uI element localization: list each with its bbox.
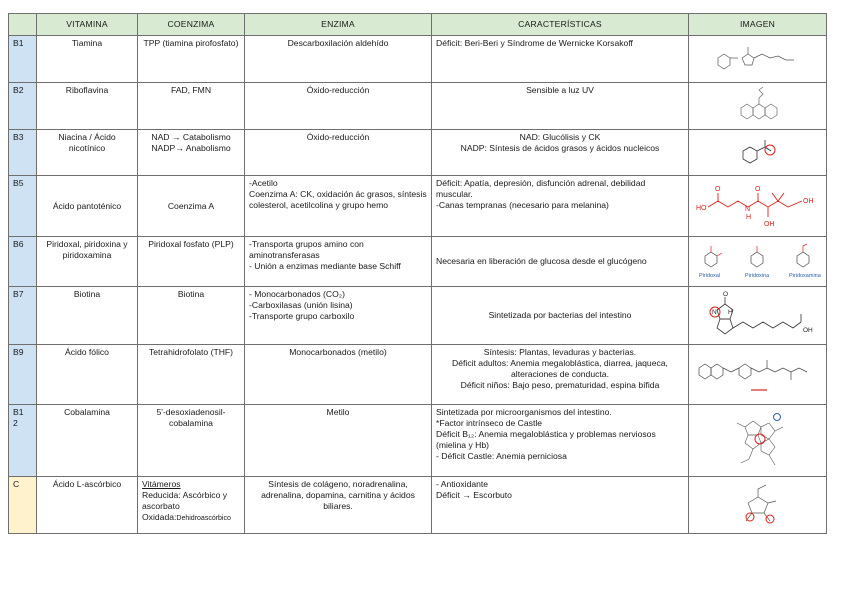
code-b7: B7 bbox=[9, 287, 37, 345]
code-b12: B1 2 bbox=[9, 405, 37, 477]
caracteristicas-b1-line: Déficit: Beri-Beri y Síndrome de Wernicke Korsakoff bbox=[436, 38, 633, 48]
coenzima-b3 bbox=[138, 130, 245, 176]
header-coenzima: COENZIMA bbox=[138, 14, 245, 36]
caracteristicas-b3 bbox=[432, 130, 689, 176]
enzima-b3: Óxido-reducción bbox=[245, 130, 432, 176]
enzima-b6-line-1: -Transporta grupos amino con aminotransferasas bbox=[249, 239, 364, 260]
niacin-structure-icon bbox=[733, 135, 783, 171]
biotin-label-h: H bbox=[727, 308, 733, 316]
caracteristicas-c-line-1: - Antioxidante bbox=[436, 479, 489, 489]
vitamina-b6: Piridoxal, piridoxina y piridoxamina bbox=[37, 237, 138, 287]
imagen-b6 bbox=[689, 237, 827, 287]
vitamina-b9: Ácido fólico bbox=[37, 345, 138, 405]
coenzima-b6: Piridoxal fosfato (PLP) bbox=[138, 237, 245, 287]
row-b1 bbox=[9, 36, 827, 83]
coenzima-b3-nad: NAD → Catabolismo bbox=[151, 132, 231, 142]
coenzima-c-oxidada bbox=[142, 512, 240, 524]
enzima-b6 bbox=[245, 237, 432, 287]
caracteristicas-b9-line-3: Déficit niños: Bajo peso, prematuridad, espina bífida bbox=[460, 380, 660, 390]
caracteristicas-b12-line-1: Sintetizada por microorganismos del intestino. bbox=[436, 407, 612, 417]
imagen-c bbox=[689, 477, 827, 534]
biotin-label-o: O bbox=[722, 290, 728, 298]
caracteristicas-b7 bbox=[432, 287, 689, 345]
imagen-b2 bbox=[689, 83, 827, 130]
label-piridoxina: Piridoxina bbox=[744, 272, 769, 279]
caracteristicas-b2 bbox=[432, 83, 689, 130]
code-b5: B5 bbox=[9, 176, 37, 237]
enzima-b6-line-2: - Unión a enzimas mediante base Schiff bbox=[249, 261, 401, 271]
caracteristicas-b3-line-2: NADP: Síntesis de ácidos grasos y ácidos nucleicos bbox=[460, 143, 660, 153]
vitamina-b12: Cobalamina bbox=[37, 405, 138, 477]
cobalamin-structure-icon bbox=[723, 409, 793, 473]
row-b2 bbox=[9, 83, 827, 130]
imagen-b3 bbox=[689, 130, 827, 176]
caracteristicas-b2-line: Sensible a luz UV bbox=[526, 85, 594, 95]
row-c bbox=[9, 477, 827, 534]
header-enzima: ENZIMA bbox=[245, 14, 432, 36]
folic-acid-structure-icon bbox=[693, 350, 823, 400]
vitamina-b2: Riboflavina bbox=[37, 83, 138, 130]
pantothenic-label-o2: O bbox=[754, 186, 760, 193]
code-b6: B6 bbox=[9, 237, 37, 287]
coenzima-b1: TPP (tiamina pirofosfato) bbox=[138, 36, 245, 83]
biotin-label-oh: OH bbox=[802, 326, 813, 334]
vitamins-table bbox=[8, 13, 827, 534]
imagen-b1 bbox=[689, 36, 827, 83]
pantothenic-label-oh1: OH bbox=[763, 221, 774, 228]
pantothenic-label-oh2: OH bbox=[802, 198, 813, 205]
coenzima-c-title: Vitámeros bbox=[142, 479, 181, 489]
vitamina-c: Ácido L-ascórbico bbox=[37, 477, 138, 534]
caracteristicas-b9-line-1: Síntesis: Plantas, levaduras y bacterias. bbox=[483, 347, 637, 357]
vitamina-b5: Ácido pantoténico bbox=[37, 176, 138, 237]
row-b6 bbox=[9, 237, 827, 287]
label-piridoxal: Piridoxal bbox=[698, 272, 720, 279]
pantothenic-label-ho: HO bbox=[695, 205, 706, 212]
coenzima-c-oxidada-label: Oxidada: bbox=[142, 512, 177, 522]
enzima-b5-line-2: Coenzima A: CK, oxidación ác grasos, síntesis colesterol, acetilcolina y grupo hemo bbox=[249, 189, 427, 210]
caracteristicas-b12-line-2: *Factor intrínseco de Castle bbox=[436, 418, 543, 428]
biotin-label-n: N bbox=[711, 308, 717, 316]
enzima-b7-line-3: -Transporte grupo carboxilo bbox=[249, 311, 355, 321]
coenzima-c-oxidada-value: Dehidroascórbico bbox=[176, 515, 231, 522]
caracteristicas-c bbox=[432, 477, 689, 534]
imagen-b7 bbox=[689, 287, 827, 345]
riboflavin-structure-icon bbox=[733, 86, 783, 126]
vitamina-b1: Tiamina bbox=[37, 36, 138, 83]
caracteristicas-b1 bbox=[432, 36, 689, 83]
imagen-b9 bbox=[689, 345, 827, 405]
caracteristicas-b9-line-2: Déficit adultos: Anemia megaloblástica, diarrea, jaqueca, alteraciones de conducta. bbox=[452, 358, 668, 379]
caracteristicas-b6 bbox=[432, 237, 689, 287]
ascorbic-acid-structure-icon bbox=[728, 481, 788, 529]
code-c: C bbox=[9, 477, 37, 534]
caracteristicas-b12-line-4: - Déficit Castle: Anemia perniciosa bbox=[436, 451, 567, 461]
caracteristicas-b7-line: Sintetizada por bacterias del intestino bbox=[488, 310, 632, 320]
header-caracteristicas: CARACTERÍSTICAS bbox=[432, 14, 689, 36]
pyridoxine-forms-structure-icon bbox=[693, 242, 823, 282]
coenzima-b3-nadp: NADP→ Anabolismo bbox=[151, 143, 231, 153]
enzima-b12: Metilo bbox=[245, 405, 432, 477]
row-b9 bbox=[9, 345, 827, 405]
caracteristicas-b12 bbox=[432, 405, 689, 477]
enzima-b9: Monocarbonados (metilo) bbox=[245, 345, 432, 405]
pantothenic-label-h: H bbox=[745, 214, 751, 221]
coenzima-b5: Coenzima A bbox=[138, 176, 245, 237]
imagen-b12 bbox=[689, 405, 827, 477]
vitamina-b3: Niacina / Ácido nicotínico bbox=[37, 130, 138, 176]
thiamine-structure-icon bbox=[708, 44, 808, 74]
caracteristicas-b3-line-1: NAD: Glucólisis y CK bbox=[519, 132, 601, 142]
row-b7 bbox=[9, 287, 827, 345]
caracteristicas-c-line-2: Déficit → Escorbuto bbox=[436, 490, 512, 500]
header-vitamina: VITAMINA bbox=[37, 14, 138, 36]
coenzima-b12: 5'-desoxiadenosil-cobalamina bbox=[138, 405, 245, 477]
label-piridoxamina: Piridoxamina bbox=[788, 272, 821, 279]
caracteristicas-b5 bbox=[432, 176, 689, 237]
coenzima-b9: Tetrahidrofolato (THF) bbox=[138, 345, 245, 405]
row-b5 bbox=[9, 176, 827, 237]
coenzima-c-reducida: Reducida: Ascórbico y ascorbato bbox=[142, 490, 228, 511]
enzima-b7-line-1: - Monocarbonados (CO₂) bbox=[249, 289, 345, 299]
biotin-structure-icon bbox=[693, 290, 823, 342]
code-b2: B2 bbox=[9, 83, 37, 130]
enzima-b1: Descarboxilación aldehído bbox=[245, 36, 432, 83]
enzima-b5 bbox=[245, 176, 432, 237]
header-imagen: IMAGEN bbox=[689, 14, 827, 36]
header-row bbox=[9, 14, 827, 36]
caracteristicas-b5-line-2: -Canas tempranas (necesario para melanina) bbox=[436, 200, 609, 210]
header-blank bbox=[9, 14, 37, 36]
coenzima-b2: FAD, FMN bbox=[138, 83, 245, 130]
enzima-b2: Óxido-reducción bbox=[245, 83, 432, 130]
caracteristicas-b5-line-1: Déficit: Apatía, depresión, disfunción adrenal, debilidad muscular. bbox=[436, 178, 646, 199]
vitamina-b7: Biotina bbox=[37, 287, 138, 345]
enzima-b7-line-2: -Carboxilasas (unión lisina) bbox=[249, 300, 353, 310]
coenzima-c bbox=[138, 477, 245, 534]
caracteristicas-b6-line: Necesaria en liberación de glucosa desde el glucógeno bbox=[436, 256, 647, 266]
pantothenic-label-n: N bbox=[744, 206, 750, 213]
imagen-b5 bbox=[689, 176, 827, 237]
pantothenic-label-o1: O bbox=[714, 186, 720, 193]
enzima-b7 bbox=[245, 287, 432, 345]
caracteristicas-b9 bbox=[432, 345, 689, 405]
row-b3 bbox=[9, 130, 827, 176]
coenzima-b7: Biotina bbox=[138, 287, 245, 345]
caracteristicas-b12-line-3: Déficit B₁₂: Anemia megaloblástica y problemas nerviosos (mielina y Hb) bbox=[436, 429, 656, 450]
enzima-b5-line-1: -Acetilo bbox=[249, 178, 278, 188]
row-b12 bbox=[9, 405, 827, 477]
pantothenic-acid-structure-icon bbox=[694, 181, 822, 231]
enzima-c: Síntesis de colágeno, noradrenalina, adrenalina, dopamina, carnitina y ácidos biliares. bbox=[245, 477, 432, 534]
code-b9: B9 bbox=[9, 345, 37, 405]
code-b3: B3 bbox=[9, 130, 37, 176]
code-b1: B1 bbox=[9, 36, 37, 83]
